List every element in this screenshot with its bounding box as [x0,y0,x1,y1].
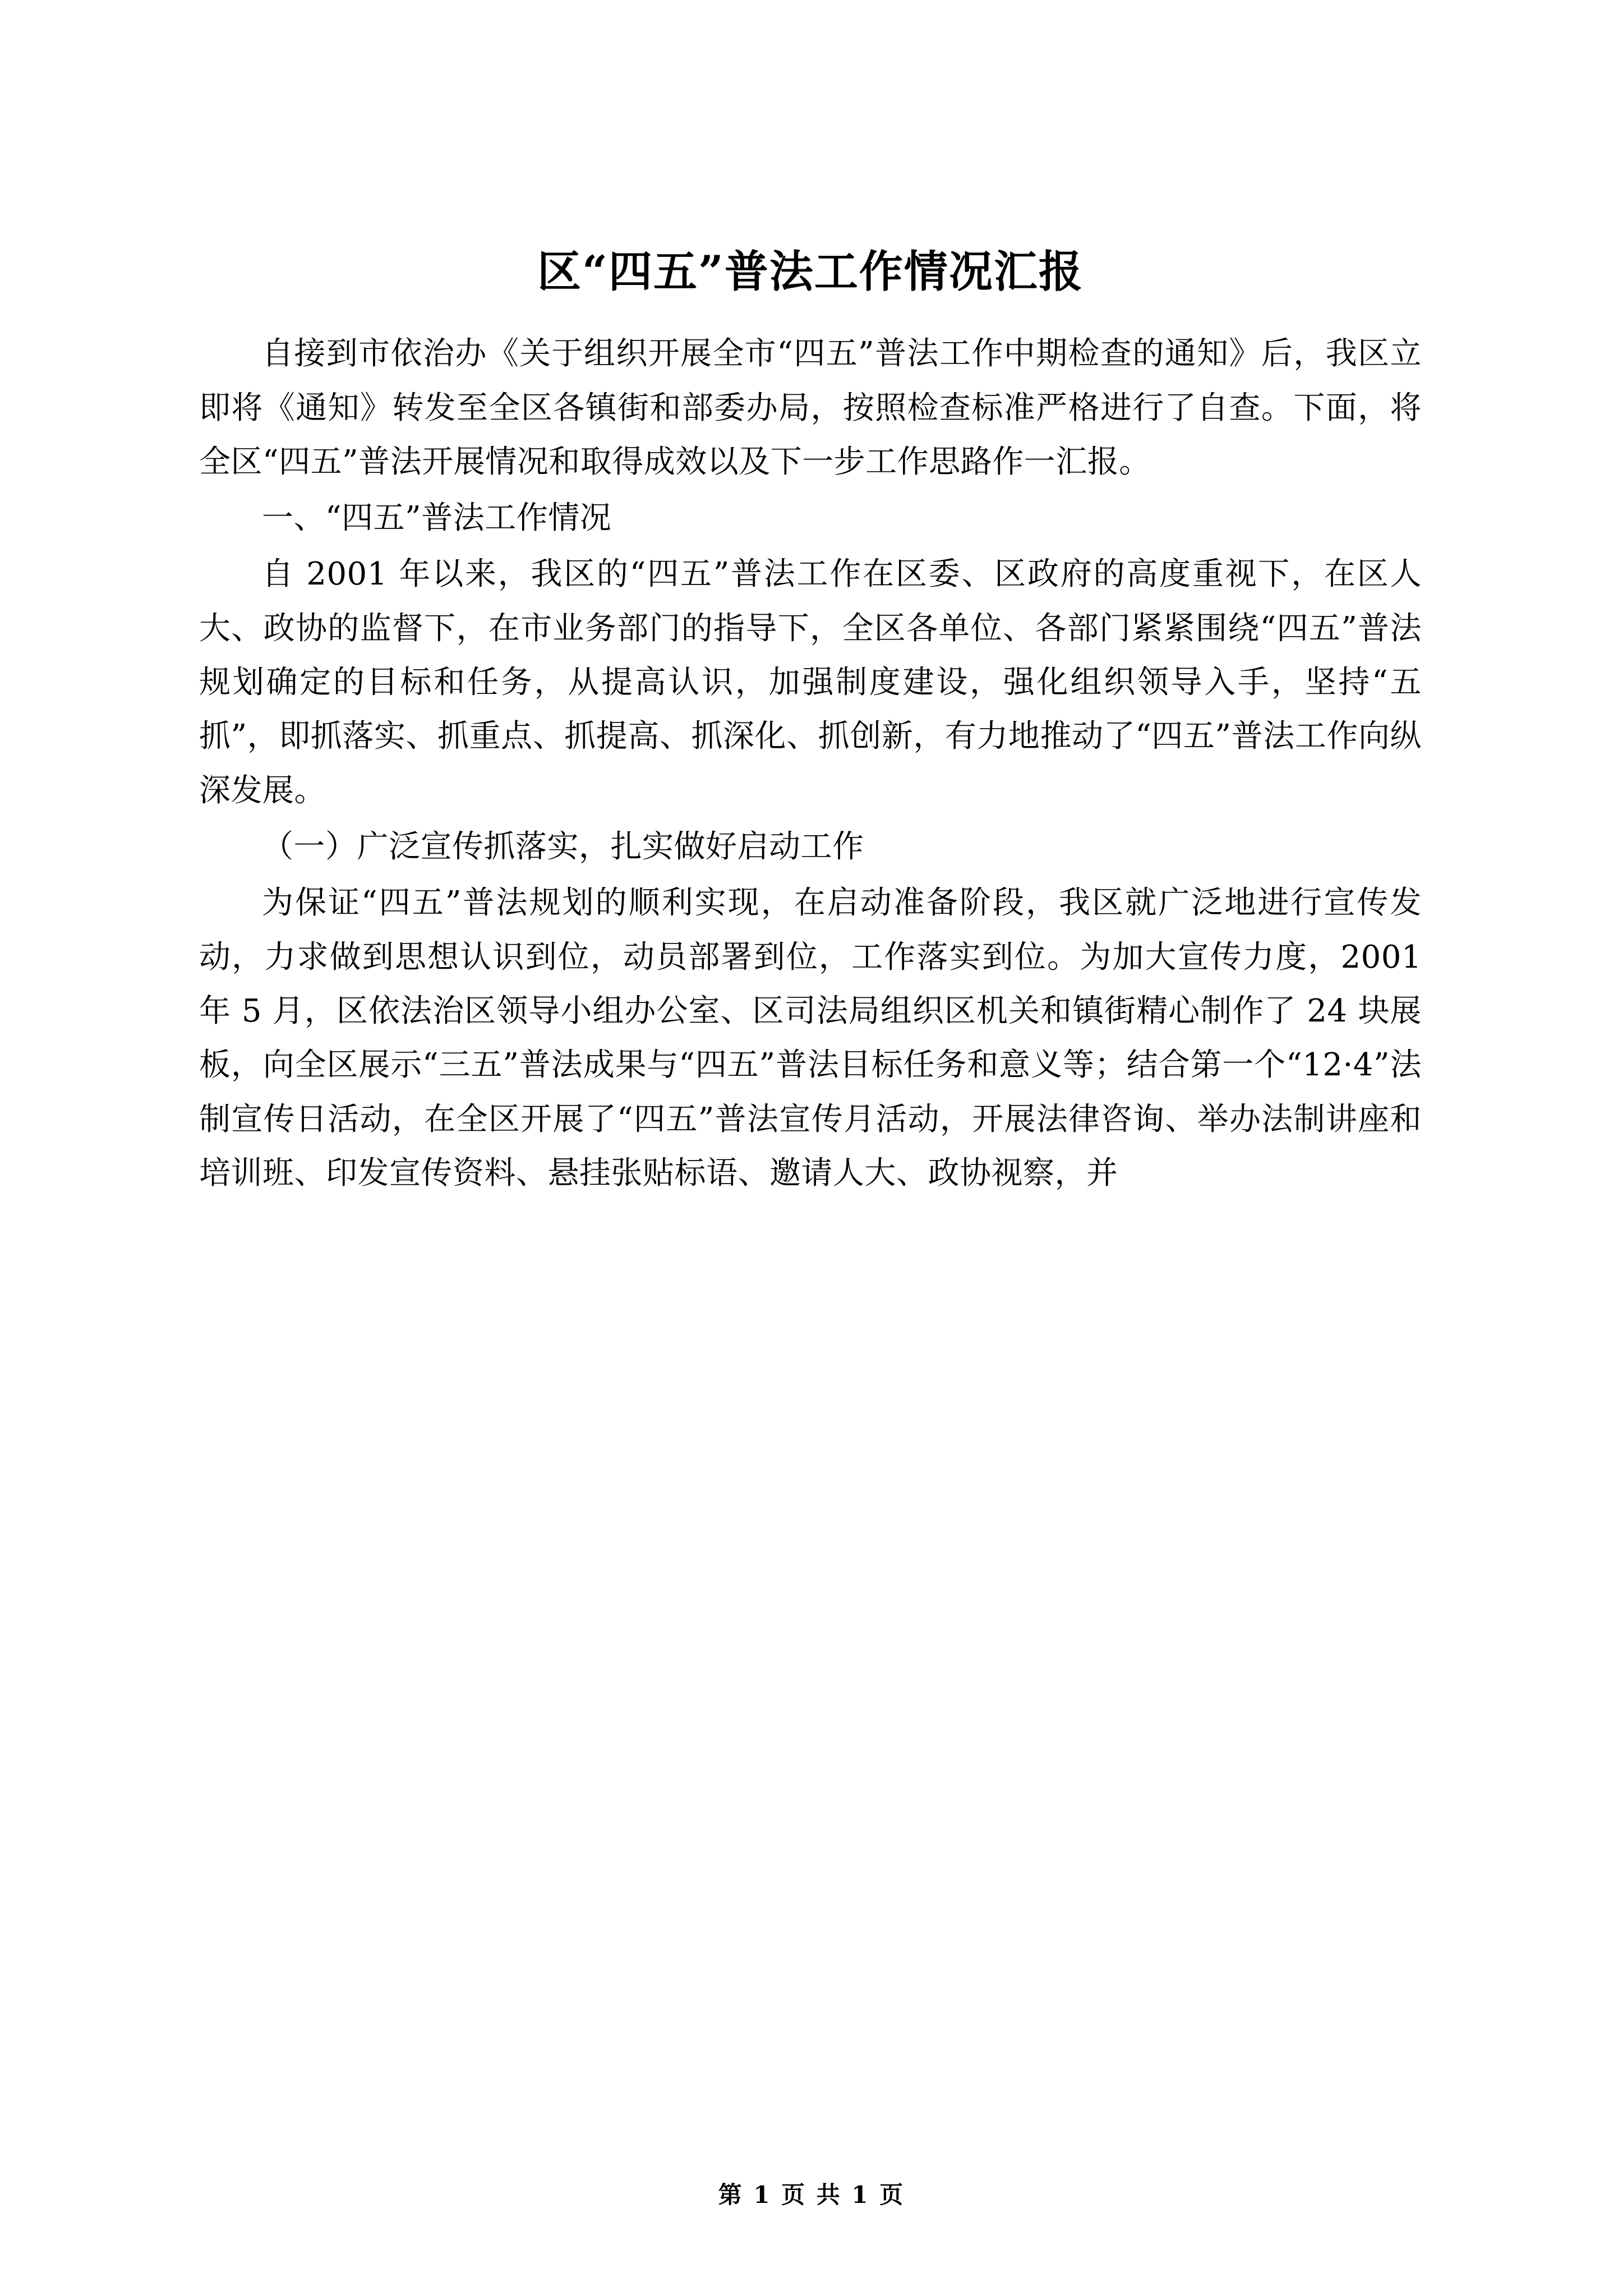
page-title: 区“四五”普法工作情况汇报 [537,246,1083,297]
document-body [199,241,1422,1203]
heading-section-one: 一、“四五”普法工作情况 [262,500,612,537]
paragraph-subsection-one-body: 为保证“四五”普法规划的顺利实现，在启动准备阶段，我区就广泛地进行宣传发动，力求做到思想认识到位，动员部署到位，工作落实到位。为加大宣传力度，2001 年 5 月，区依法治区领导小组办公室、区司法局组织区机关和镇街精心制作了 24 块展板，向全区展示“三五”普法成果与“四五”普法目标任务和意义等；结合第一个“12·4”法制宣传日活动，在全区开展了“四五”普法宣传月活动，开展法律咨询、举办法制讲座和培训班、印发宣传资料、悬挂张贴标语、邀请人大、政协视察，并 [199,885,1422,1191]
paragraph-intro: 自接到市依治办《关于组织开展全市“四五”普法工作中期检查的通知》后，我区立即将《通知》转发至全区各镇街和部委办局，按照检查标准严格进行了自查。下面，将全区“四五”普法开展情况和取得成效以及下一步工作思路作一汇报。 [199,335,1422,480]
page-footer: 第 1 页 共 1 页 [718,2181,905,2208]
heading-subsection-one: （一）广泛宣传抓落实，扎实做好启动工作 [262,829,864,865]
paragraph-section-one-body: 自 2001 年以来，我区的“四五”普法工作在区委、区政府的高度重视下，在区人大、政协的监督下，在市业务部门的指导下，全区各单位、各部门紧紧围绕“四五”普法规划确定的目标和任务，从提高认识，加强制度建设，强化组织领导入手，坚持“五抓”，即抓落实、抓重点、抓提高、抓深化、抓创新，有力地推动了“四五”普法工作向纵深发展。 [199,556,1422,809]
